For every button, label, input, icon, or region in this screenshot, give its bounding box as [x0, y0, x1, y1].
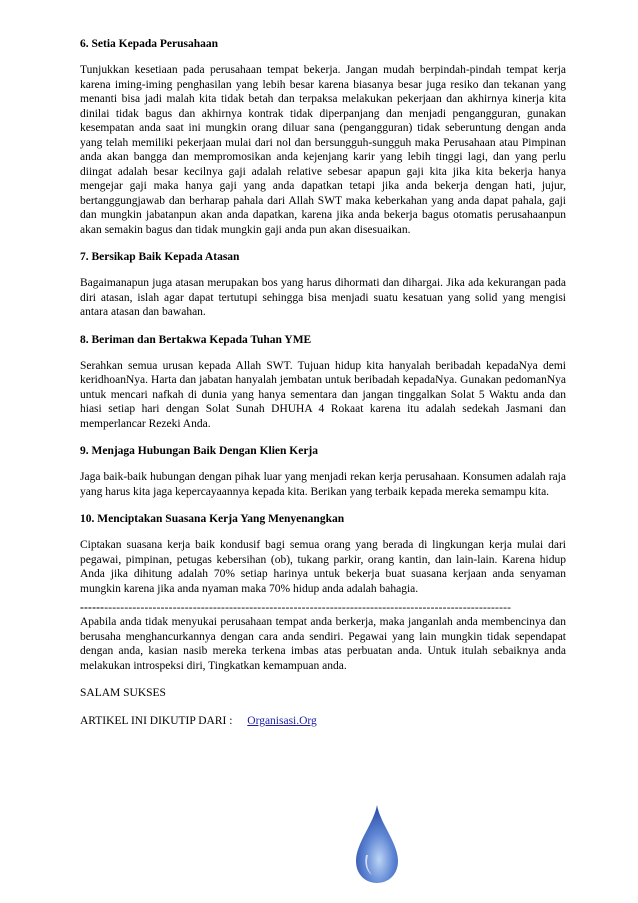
source-credit — [80, 714, 566, 729]
divider-bold-part: ------ — [80, 602, 105, 614]
section-body: Serahkan semua urusan kepada Allah SWT. Tujuan hidup kita hanyalah beribadah kepadaNya demi keridhoanNya. Harta dan jabatan hanyalah jembatan untuk beribadah kepadaNya. Gunakan pedomanNya untuk mencari nafkah di dunia yang hanya sementara dan jangan tinggalkan Solat 5 Waktu anda dan hiasi setiap hari dengan Solat Sunah DHUHA 4 Rokaat karena itu adalah sedekah Jasmani dan memperlancar Rezeki Anda. — [80, 359, 566, 430]
section-body: Tunjukkan kesetiaan pada perusahaan tempat bekerja. Jangan mudah berpindah-pindah tempat kerja karena iming-iming penghasilan yang lebih besar karena biasanya besar juga resiko dan tekanan yang menanti bisa jadi malah kita tidak betah dan terpaksa melakukan pekerjaan dan akhirnya kinerja kita dinilai tidak bagus dan akhirnya kontrak tidak diperpanjang dan menjadi pengangguran, gunakan kesempatan anda saat ini mungkin orang diluar sana (pengangguran) tidak seberuntung dengan anda yang telah memiliki pekerjaan mulai dari nol dan bersungguh-sungguh maka Perusahaan atau Pimpinan anda akan bangga dan mempromosikan anda kejenjang karir yang lebih tinggi lagi, dan yang perlu diingat adalah besar kecilnya gaji adalah relative sebesar apapun gaji kita jika kita bekerja hanya mengejar gaji maka hanya gaji yang anda dapatkan tetapi jika anda bekerja dengan hati, jujur, bertanggungjawab dan berharap pahala dari Allah SWT maka keberkahan yang anda dapat pahala, gaji dan mungkin jabatanpun akan anda dapatkan, karena jika anda bekerja bagus otomatis perusahaanpun akan semakin bagus dan tidak mungkin gaji anda pun akan disesuaikan. — [80, 64, 566, 236]
section-body: Ciptakan suasana kerja baik kondusif bagi semua orang yang berada di lingkungan kerja mulai dari pegawai, pimpinan, petugas kebersihan (ob), tukang parkir, orang kantin, dan lain-lain. Karena hidup Anda jika dihitung adalah 70% setiap harinya untuk bekerja buat suasana kerjaan anda senyaman mungkin karena jika anda nyaman maka 70% hidup anda adalah bahagia. — [80, 539, 566, 595]
dashed-divider — [80, 602, 566, 615]
section-heading: 9. Menjaga Hubungan Baik Dengan Klien Kerja — [80, 445, 319, 457]
section-heading: 10. Menciptakan Suasana Kerja Yang Menyenangkan — [80, 513, 345, 525]
section-heading: 8. Beriman dan Bertakwa Kepada Tuhan YME — [80, 333, 312, 346]
divider-rest: ----------------------------------------------------------------------------------------------------- — [104, 602, 512, 614]
closing-paragraph: Apabila anda tidak menyukai perusahaan tempat anda berkerja, maka janganlah anda membencinya dan berusaha menghancurkannya dengan cara anda sendiri. Pegawai yang lain mungkin tidak sependapat dengan anda, kasian nasib mereka terkena imbas atas perbuatan anda. Untuk itulah sebaiknya anda melakukan introspeksi diri, Tingkatkan kemampuan anda. — [80, 616, 566, 672]
source-link[interactable]: Organisasi.Org — [247, 715, 317, 727]
section-heading: 6. Setia Kepada Perusahaan — [80, 38, 219, 50]
section-heading: 7. Bersikap Baik Kepada Atasan — [80, 251, 240, 263]
salam-sukses: SALAM SUKSES — [80, 687, 166, 699]
water-drop-icon — [354, 803, 400, 885]
credit-label: ARTIKEL INI DIKUTIP DARI : — [80, 715, 233, 727]
section-body: Bagaimanapun juga atasan merupakan bos yang harus dihormati dan dihargai. Jika ada kekurangan pada diri atasan, islah agar dapat tertutupi sehingga bisa menjadi suatu kesatuan yang solid yang mengisi antara atasan dan bawahan. — [80, 277, 566, 318]
section-body: Jaga baik-baik hubungan dengan pihak luar yang menjadi rekan kerja perusahaan. Konsumen adalah raja yang harus kita jaga kepercayaannya kepada kita. Berikan yang terbaik kepada mereka semampu kita. — [80, 471, 566, 498]
